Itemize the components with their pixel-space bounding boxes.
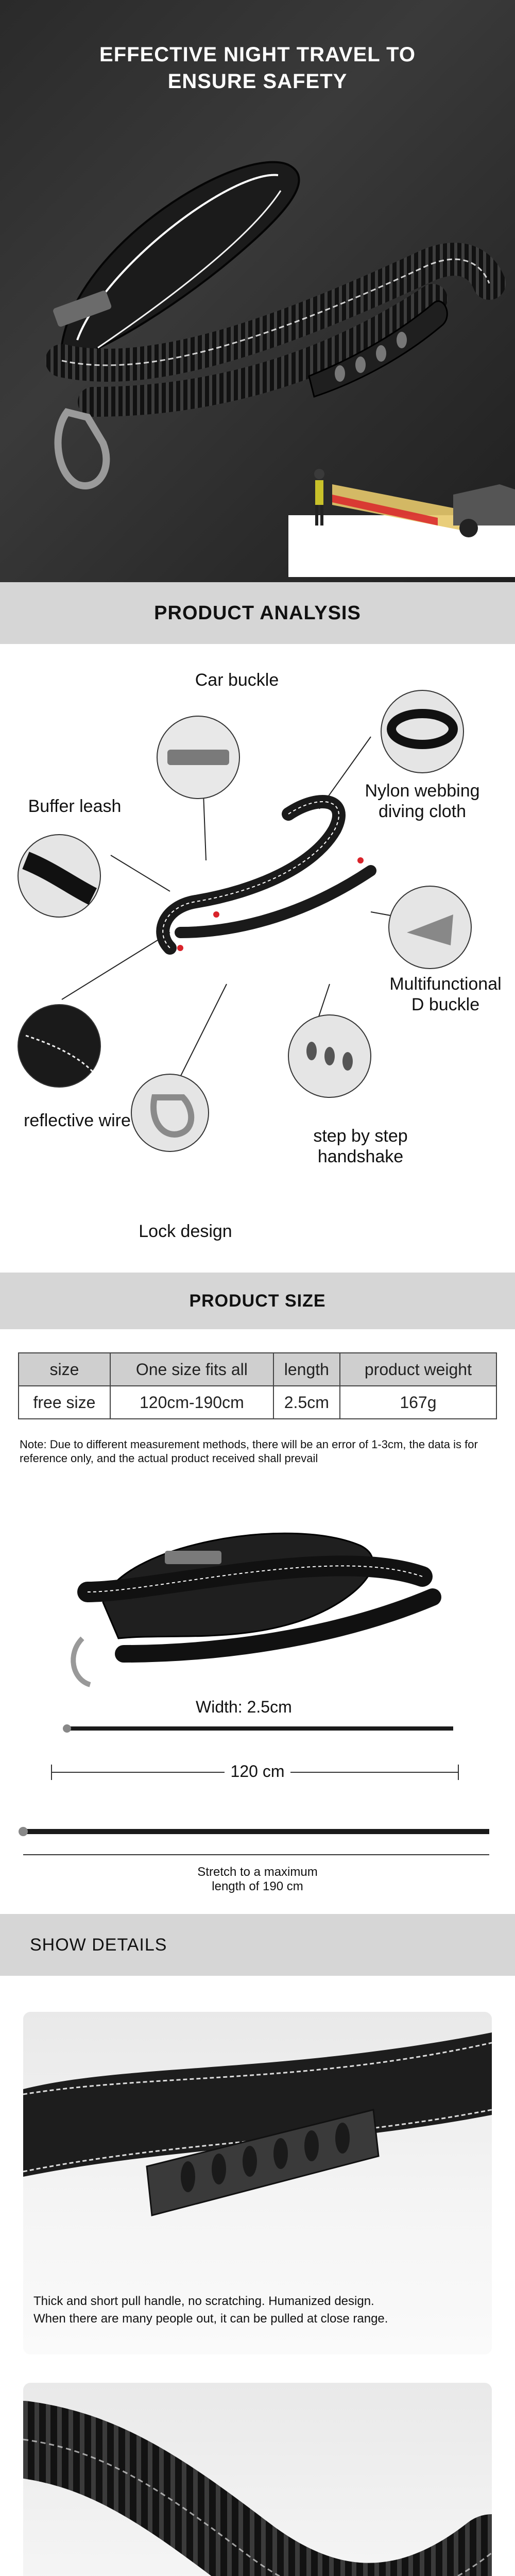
reflective-wire-bubble xyxy=(18,1005,100,1087)
hero-leash-illustration xyxy=(0,113,515,577)
callout-car-buckle: Car buckle xyxy=(195,670,279,690)
stretch-label xyxy=(154,1865,360,1894)
analysis-diagram xyxy=(0,644,515,1262)
callout-handshake-line2: handshake xyxy=(317,1147,404,1166)
callout-d-buckle xyxy=(376,974,515,1015)
hero-title-line2: ENSURE SAFETY xyxy=(167,70,348,93)
callout-reflective-wire: reflective wire xyxy=(24,1111,131,1130)
size-table-header: size xyxy=(19,1353,110,1386)
size-table-cell: 2.5cm xyxy=(273,1386,340,1419)
hero-section xyxy=(0,0,515,582)
person-icon xyxy=(314,469,324,479)
length-label-text: 120 cm xyxy=(225,1762,291,1781)
size-table-cell: free size xyxy=(19,1386,110,1419)
width-label: Width: 2.5cm xyxy=(196,1698,292,1716)
section-bar-analysis xyxy=(0,582,515,644)
analysis-heading: PRODUCT ANALYSIS xyxy=(154,602,361,624)
size-table-header-row xyxy=(19,1353,496,1386)
section-bar-size xyxy=(0,1273,515,1329)
size-table-header: One size fits all xyxy=(110,1353,273,1386)
callout-handshake-line1: step by step xyxy=(313,1126,408,1146)
detail-card-rope xyxy=(23,2383,492,2576)
rope-closeup-image xyxy=(23,2383,492,2576)
handle-description xyxy=(33,2293,487,2328)
hero-title-line1: EFFECTIVE NIGHT TRAVEL TO xyxy=(99,43,416,66)
callout-d-buckle-line1: Multifunctional xyxy=(389,974,502,994)
stretch-line2: length of 190 cm xyxy=(212,1879,303,1893)
size-table xyxy=(18,1352,497,1419)
detail-card-handle xyxy=(23,2012,492,2354)
size-table-header: product weight xyxy=(340,1353,496,1386)
truck-icon xyxy=(453,484,515,526)
length-label xyxy=(0,1762,515,1781)
details-heading: SHOW DETAILS xyxy=(30,1935,167,1955)
stretch-line1: Stretch to a maximum xyxy=(197,1865,318,1879)
measurement-note: Note: Due to different measurement methods, there will be an error of 1-3cm, the data is for reference only, and the actual product received shall prevail xyxy=(20,1438,478,1465)
size-table-cell: 167g xyxy=(340,1386,496,1419)
analysis-section xyxy=(0,644,515,1262)
callout-nylon-line2: diving cloth xyxy=(378,802,467,821)
callout-nylon-line1: Nylon webbing xyxy=(365,781,480,801)
card1-line1: Thick and short pull handle, no scratching. Humanized design. xyxy=(33,2294,374,2308)
callout-nylon-webbing xyxy=(350,781,494,822)
callout-buffer-leash: Buffer leash xyxy=(28,796,122,816)
hero-title xyxy=(0,41,515,95)
callout-lock-design: Lock design xyxy=(139,1222,232,1241)
section-bar-details xyxy=(0,1914,515,1976)
size-table-row xyxy=(19,1386,496,1419)
callout-d-buckle-line2: D buckle xyxy=(411,995,480,1014)
callout-handshake xyxy=(294,1126,427,1167)
snap-hook-icon xyxy=(58,412,107,486)
size-heading: PRODUCT SIZE xyxy=(189,1291,326,1311)
size-table-cell: 120cm-190cm xyxy=(110,1386,273,1419)
card1-line2: When there are many people out, it can be pulled at close range. xyxy=(33,2312,388,2326)
size-table-header: length xyxy=(273,1353,340,1386)
